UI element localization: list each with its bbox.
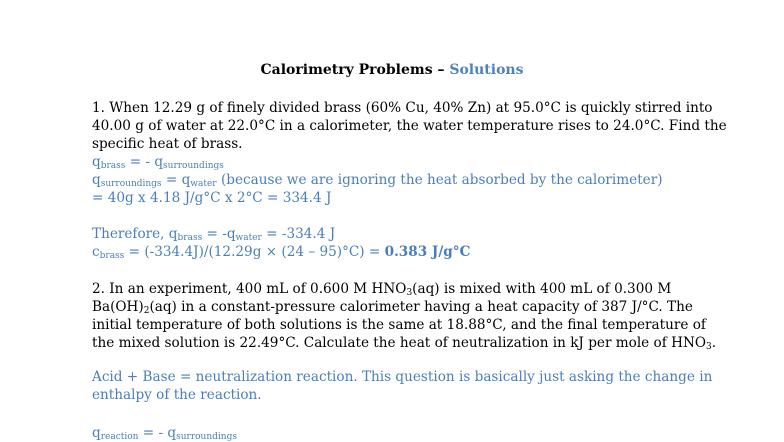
solution-1-line-5: $c_{brass} = (-334.4J)/(12.29g \times (24 - 95)^\circ C) = 0.383$ J/g°C: [92, 244, 471, 261]
answer-1: 0.383 J/g°C: [384, 244, 471, 260]
solution-2-equation: [92, 424, 704, 442]
solution-2-line-2: enthalpy of the reaction.: [92, 387, 262, 403]
blank-line: [92, 207, 704, 225]
problem-2: [92, 280, 717, 352]
title-main: Calorimetry Problems –: [260, 62, 450, 78]
title-solutions: Solutions: [449, 62, 524, 78]
problem-1-line-1: 1. When 12.29 g of finely divided brass (60% Cu, 40% Zn) at 95.0°C is quickly stirred into: [92, 100, 713, 116]
solution-2-line-1: Acid + Base = neutralization reaction. This question is basically just asking the change in: [92, 369, 713, 385]
solution-1-line-3: = 40g x 4.18 J/g°C x 2°C = 334.4 J: [92, 190, 332, 206]
problem-2-line-3: initial temperature of both solutions is the same at 18.88°C, and the final temperature of: [92, 317, 706, 333]
problem-2-line-2: $Ba(OH)_2(aq)$ in a constant-pressure calorimeter having a heat capacity of 387 J/°C. The: [92, 299, 693, 316]
solution-1-line-2: $q_{surroundings} = q_{water}$ (because we are ignoring the heat absorbed by the calorimeter): [92, 172, 663, 189]
problem-1-line-3: specific heat of brass.: [92, 136, 243, 152]
problem-1: [92, 99, 727, 261]
problem-2-line-4: the mixed solution is 22.49°C. Calculate the heat of neutralization in kJ per mole of $HNO_3$.: [92, 335, 717, 352]
page-title: [0, 62, 784, 78]
problem-2-line-1: 2. In an experiment, 400 mL of 0.600 M $HNO_3(aq)$ is mixed with 400 mL of 0.300 M: [92, 281, 672, 298]
solution-1-line-1: $q_{brass}$ = - $q_{surroundings}$: [92, 154, 224, 171]
solution-2-line-3: $q_{reaction}$ = - $q_{surroundings}$: [92, 425, 237, 442]
problem-1-line-2: 40.00 g of water at 22.0°C in a calorimeter, the water temperature rises to 24.0°C. Find the: [92, 118, 727, 134]
solution-2: [92, 368, 713, 404]
solution-1-line-4: Therefore, $q_{brass} = -q_{water} = -334.4$ J: [92, 226, 336, 243]
